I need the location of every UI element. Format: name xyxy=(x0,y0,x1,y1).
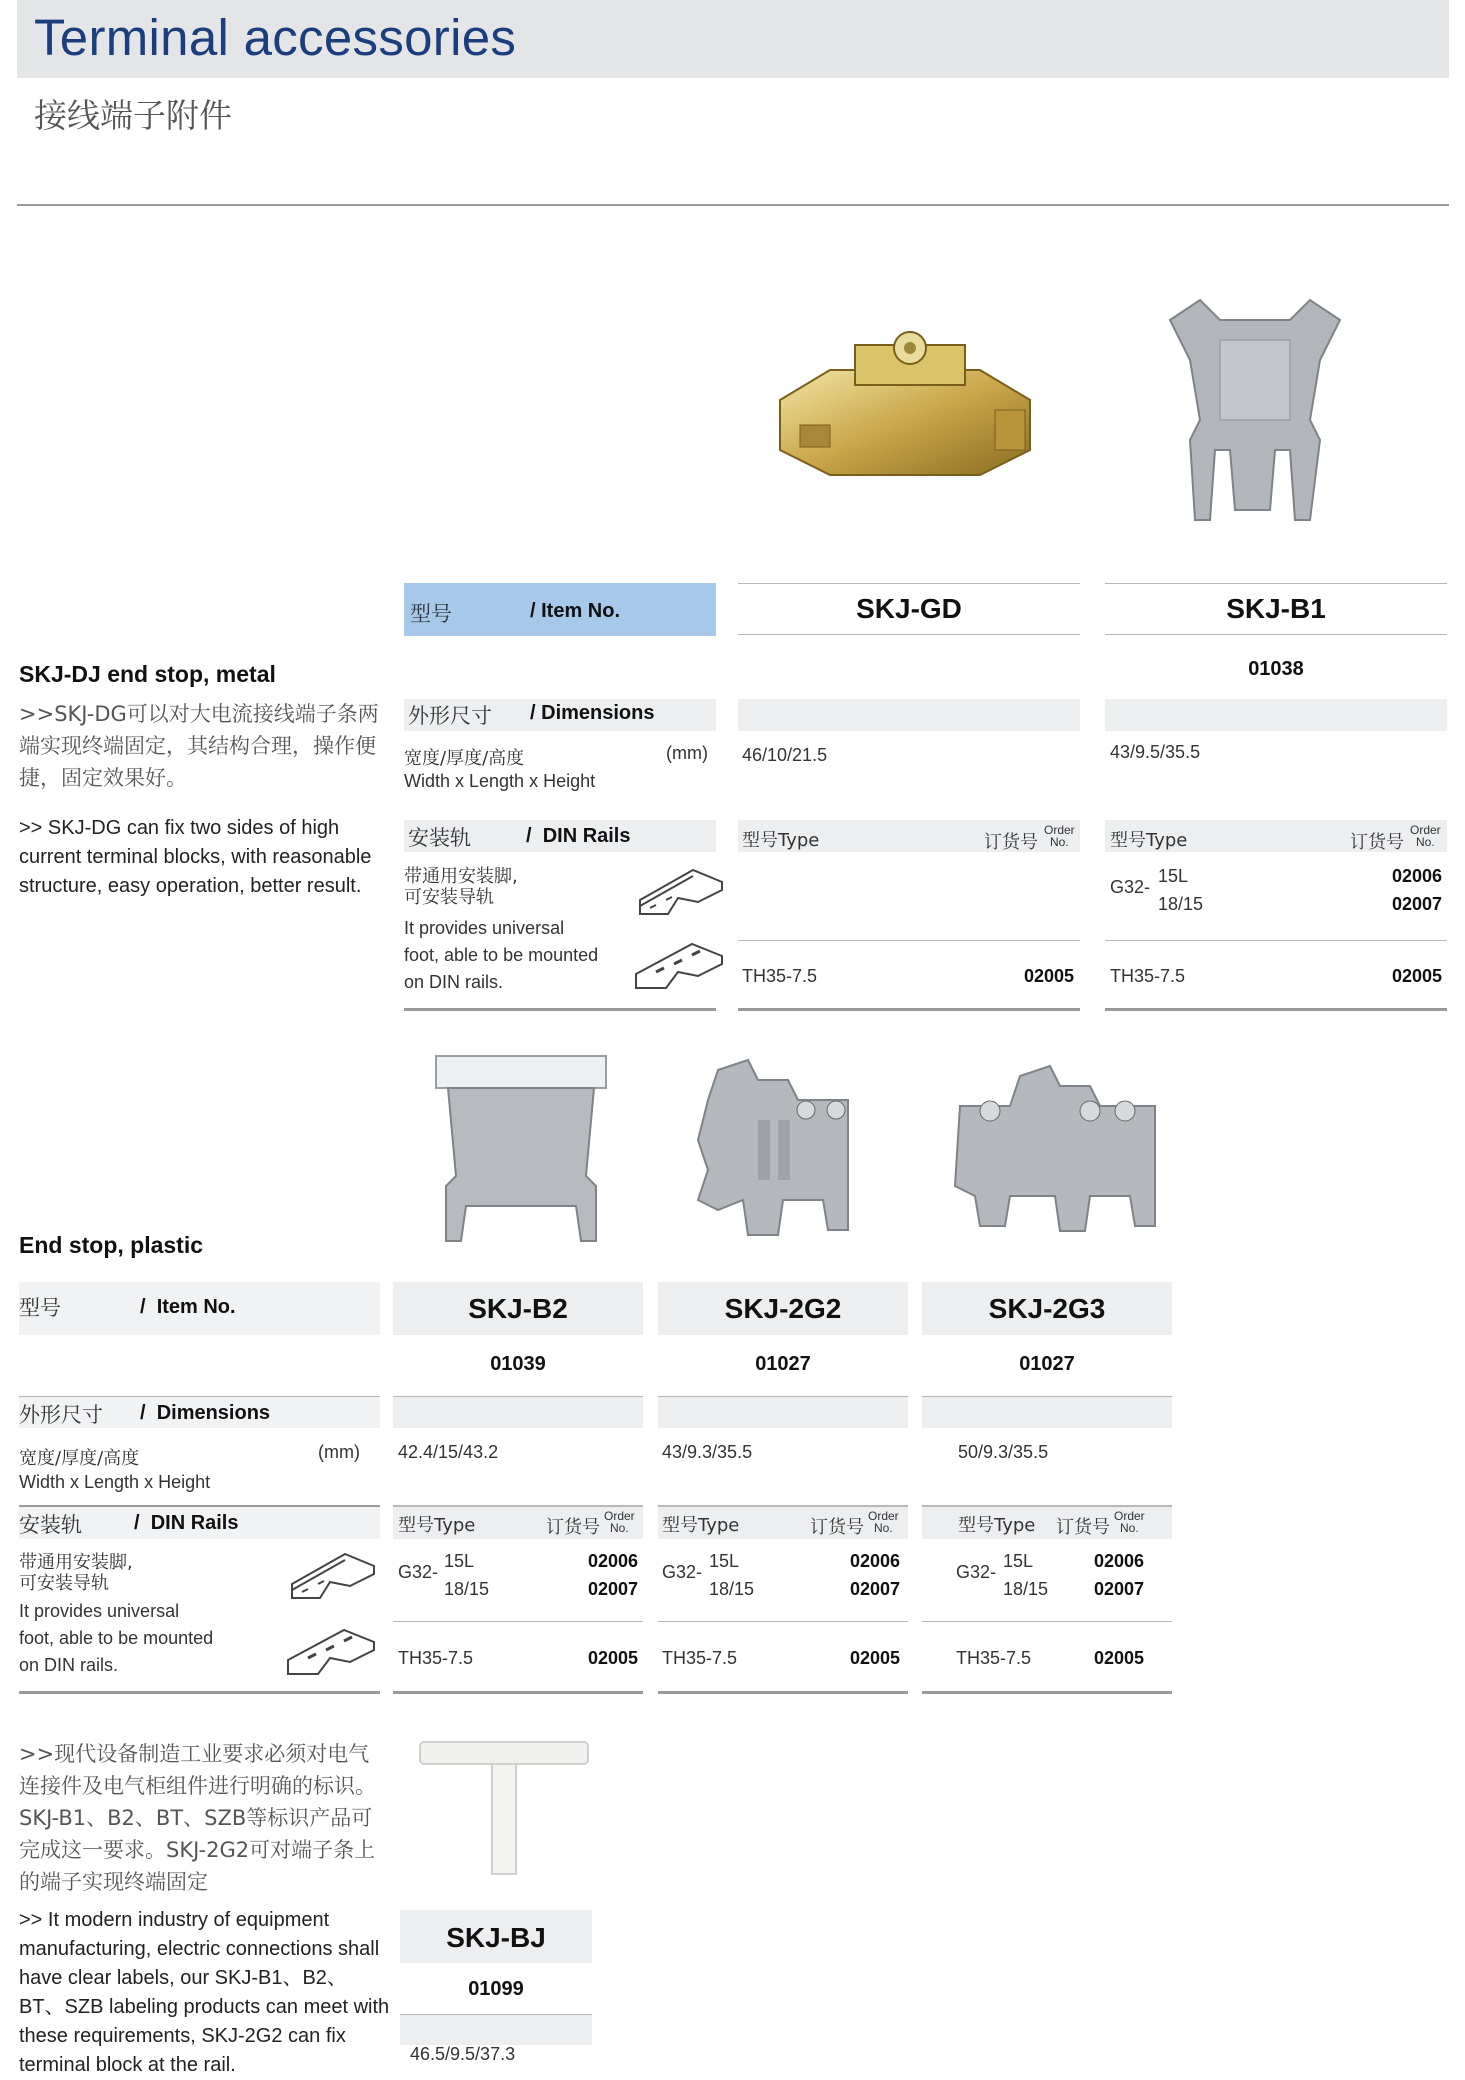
order-code: 02007 xyxy=(1391,894,1442,914)
order-header-zh: 订货号 xyxy=(984,832,1038,853)
rule xyxy=(738,583,1080,584)
row-band xyxy=(922,1396,1172,1428)
rail-type-1815: 18/15 xyxy=(1003,1579,1049,1599)
no-word: No. xyxy=(610,1521,629,1535)
skj-b1-product-image xyxy=(1160,300,1350,530)
rail-desc-line: 可安装导轨 xyxy=(404,887,494,908)
table-bottom-rule xyxy=(404,1008,716,1011)
order-code: 02007 xyxy=(1093,1579,1144,1599)
dimensions-label-en xyxy=(140,1402,270,1425)
dimensions-value: 50/9.3/35.5 xyxy=(958,1442,1049,1462)
rail-desc-line: foot, able to be mounted xyxy=(404,945,599,965)
g32-prefix: G32- xyxy=(662,1562,703,1582)
skj-2g3-product-image xyxy=(950,1066,1160,1236)
order-code: 02005 xyxy=(587,1648,638,1668)
product-model: SKJ-2G2 xyxy=(724,1293,842,1324)
rail-desc-line: on DIN rails. xyxy=(404,972,504,992)
page-subtitle: 接线端子附件 xyxy=(34,96,232,135)
skj-b2-product-image xyxy=(436,1056,606,1246)
type-header: 型号Type xyxy=(958,1515,1036,1536)
rail-desc-line: It provides universal xyxy=(404,918,565,938)
table-bottom-rule xyxy=(1105,1008,1447,1011)
slash: / xyxy=(530,702,536,724)
section-description-zh: >>现代设备制造工业要求必须对电气连接件及电气柜组件进行明确的标识。SKJ-B1、B2、BT、SZB等标识产品可完成这一要求。SKJ-2G2可对端子条上的端子实现终端固定 xyxy=(19,1742,376,1894)
section-description-en: >> It modern industry of equipment manufacturing, electric connections shall have clear labels, our SKJ-B1、B2、BT、SZB labeling products can meet with these requirements, SKJ-2G2 can fix terminal block at the rail. xyxy=(19,1909,390,2076)
unit-mm: (mm) xyxy=(666,743,708,763)
rule xyxy=(393,1621,643,1622)
table-bottom-rule xyxy=(393,1691,643,1694)
table-bottom-rule xyxy=(738,1008,1080,1011)
rail-type-15l: 15L xyxy=(709,1551,740,1571)
skj-gd-product-image xyxy=(760,330,1050,480)
rail-desc-zh xyxy=(19,1552,133,1594)
rule xyxy=(393,1396,643,1397)
din-rails-text: DIN Rails xyxy=(542,825,631,847)
g32-prefix: G32- xyxy=(956,1562,997,1582)
rail-type-th35: TH35-7.5 xyxy=(662,1648,738,1668)
dimensions-desc-zh: 宽度/厚度/高度 xyxy=(404,748,525,769)
no-word: No. xyxy=(1050,835,1069,849)
type-header: 型号Type xyxy=(742,830,820,851)
product-model: SKJ-B2 xyxy=(468,1293,568,1324)
section-title: SKJ-DJ end stop, metal xyxy=(19,661,276,687)
order-code: 02005 xyxy=(1093,1648,1144,1668)
slash: / xyxy=(140,1296,146,1318)
rule xyxy=(1105,634,1447,635)
row-band xyxy=(393,1396,643,1428)
din-rails-text: DIN Rails xyxy=(150,1512,239,1534)
g32-prefix: G32- xyxy=(398,1562,439,1582)
table-bottom-rule xyxy=(658,1691,908,1694)
order-number: 01099 xyxy=(468,1978,524,2000)
order-header-zh: 订货号 xyxy=(1350,832,1404,853)
rail-type-15l: 15L xyxy=(1003,1551,1034,1571)
order-code: 02007 xyxy=(849,1579,900,1599)
dimensions-text: Dimensions xyxy=(541,702,655,724)
dimensions-label-zh: 外形尺寸 xyxy=(19,1403,103,1427)
din-rails-label-en xyxy=(526,825,631,848)
page-title: Terminal accessories xyxy=(34,9,517,66)
order-header-en xyxy=(604,1510,635,1534)
rule xyxy=(1105,583,1447,584)
din-rail-35-icon xyxy=(634,940,724,992)
item-no-label-en xyxy=(530,600,620,623)
rail-type-1815: 18/15 xyxy=(444,1579,490,1599)
din-rail-15-icon xyxy=(290,1552,376,1602)
item-no-text: Item No. xyxy=(541,600,621,622)
order-word: Order xyxy=(604,1509,635,1523)
rail-type-15l: 15L xyxy=(1158,866,1189,886)
rail-type-1815: 18/15 xyxy=(1158,894,1204,914)
order-header-en xyxy=(1114,1510,1145,1534)
rule xyxy=(658,1396,908,1397)
order-number: 01027 xyxy=(1019,1353,1075,1375)
row-band xyxy=(658,1396,908,1428)
header-divider xyxy=(17,204,1449,206)
din-rails-label-zh: 安装轨 xyxy=(408,826,471,850)
g32-prefix: G32- xyxy=(1110,877,1151,897)
din-rails-label-zh: 安装轨 xyxy=(19,1513,82,1537)
no-word: No. xyxy=(1120,1521,1139,1535)
rule xyxy=(922,1505,1172,1507)
din-rail-15-icon xyxy=(638,868,724,918)
rule xyxy=(738,940,1080,941)
order-header-zh: 订货号 xyxy=(810,1517,864,1538)
dimensions-value: 42.4/15/43.2 xyxy=(398,1442,499,1462)
rail-desc-line: It provides universal xyxy=(19,1601,180,1621)
type-header: 型号Type xyxy=(1110,830,1188,851)
rule xyxy=(1105,940,1447,941)
dimensions-value: 46.5/9.5/37.3 xyxy=(410,2044,516,2064)
order-code: 02005 xyxy=(849,1648,900,1668)
order-code: 02006 xyxy=(1391,866,1442,886)
rule xyxy=(658,1505,908,1507)
slash: / xyxy=(134,1512,140,1534)
order-header-en xyxy=(1410,824,1441,848)
order-code: 02007 xyxy=(587,1579,638,1599)
dimensions-value: 43/9.5/35.5 xyxy=(1110,742,1201,762)
rail-type-th35: TH35-7.5 xyxy=(1110,966,1186,986)
type-header: 型号Type xyxy=(398,1515,476,1536)
dimensions-desc-en: Width x Length x Height xyxy=(19,1472,211,1492)
no-word: No. xyxy=(874,1521,893,1535)
product-model: SKJ-GD xyxy=(856,593,962,624)
section-description-en: >> SKJ-DG can fix two sides of high current terminal blocks, with reasonable structure, easy operation, better result. xyxy=(19,817,372,897)
dimensions-value: 43/9.3/35.5 xyxy=(662,1442,753,1462)
rail-type-1815: 18/15 xyxy=(709,1579,755,1599)
dimensions-desc-zh: 宽度/厚度/高度 xyxy=(19,1448,140,1469)
slash: / xyxy=(140,1402,146,1424)
dimensions-label-en xyxy=(530,702,654,725)
order-word: Order xyxy=(1410,823,1441,837)
table-bottom-rule xyxy=(922,1691,1172,1694)
rail-type-th35: TH35-7.5 xyxy=(956,1648,1032,1668)
din-rails-label-en xyxy=(134,1512,239,1535)
item-no-label-zh: 型号 xyxy=(410,602,452,626)
rail-desc-line: foot, able to be mounted xyxy=(19,1628,214,1648)
rule xyxy=(738,634,1080,635)
order-word: Order xyxy=(1044,823,1075,837)
order-header-en xyxy=(868,1510,899,1534)
order-number: 01027 xyxy=(755,1353,811,1375)
rail-desc-line: 可安装导轨 xyxy=(19,1573,109,1594)
rail-type-th35: TH35-7.5 xyxy=(398,1648,474,1668)
order-number: 01038 xyxy=(1248,658,1304,680)
dimensions-value: 46/10/21.5 xyxy=(742,745,828,765)
unit-mm: (mm) xyxy=(318,1442,360,1462)
section-description-zh: >>SKJ-DG可以对大电流接线端子条两端实现终端固定，其结构合理，操作便捷，固定效果好。 xyxy=(19,702,379,790)
order-code: 02005 xyxy=(1023,966,1074,986)
order-header-zh: 订货号 xyxy=(546,1517,600,1538)
order-code: 02005 xyxy=(1391,966,1442,986)
rail-desc-en xyxy=(404,915,598,996)
dimensions-desc-en: Width x Length x Height xyxy=(404,771,596,791)
product-model: SKJ-BJ xyxy=(446,1922,546,1953)
row-band xyxy=(1105,699,1447,731)
order-code: 02006 xyxy=(587,1551,638,1571)
skj-bj-product-image xyxy=(420,1742,588,1878)
dimensions-text: Dimensions xyxy=(156,1402,271,1424)
order-code: 02006 xyxy=(849,1551,900,1571)
rail-desc-zh xyxy=(404,866,518,908)
product-model: SKJ-2G3 xyxy=(988,1293,1106,1324)
rail-desc-en xyxy=(19,1598,213,1679)
slash: / xyxy=(530,600,536,622)
rail-desc-line: on DIN rails. xyxy=(19,1655,119,1675)
order-word: Order xyxy=(1114,1509,1145,1523)
no-word: No. xyxy=(1416,835,1435,849)
order-word: Order xyxy=(868,1509,899,1523)
row-band xyxy=(738,699,1080,731)
rail-desc-line: 带通用安装脚, xyxy=(19,1552,133,1573)
rule xyxy=(19,1396,380,1397)
item-no-label-en xyxy=(140,1296,236,1319)
order-header-zh: 订货号 xyxy=(1056,1517,1110,1538)
order-header-en xyxy=(1044,824,1075,848)
section-title: End stop, plastic xyxy=(19,1232,204,1258)
dimensions-label-zh: 外形尺寸 xyxy=(408,704,492,728)
type-header: 型号Type xyxy=(662,1515,740,1536)
rail-desc-line: 带通用安装脚, xyxy=(404,866,518,887)
rule xyxy=(19,1505,380,1507)
din-rail-35-icon xyxy=(286,1626,376,1678)
order-code: 02006 xyxy=(1093,1551,1144,1571)
rail-type-th35: TH35-7.5 xyxy=(742,966,818,986)
product-model: SKJ-B1 xyxy=(1226,593,1326,624)
slash: / xyxy=(526,825,532,847)
item-no-label-zh: 型号 xyxy=(19,1296,61,1320)
row-band xyxy=(400,2015,592,2045)
rule xyxy=(393,1505,643,1507)
rule xyxy=(922,1621,1172,1622)
item-no-text: Item No. xyxy=(156,1296,236,1318)
rule xyxy=(922,1396,1172,1397)
skj-2g2-product-image xyxy=(688,1060,858,1240)
order-number: 01039 xyxy=(490,1353,546,1375)
rule xyxy=(658,1621,908,1622)
table-bottom-rule xyxy=(19,1691,380,1694)
rail-type-15l: 15L xyxy=(444,1551,475,1571)
